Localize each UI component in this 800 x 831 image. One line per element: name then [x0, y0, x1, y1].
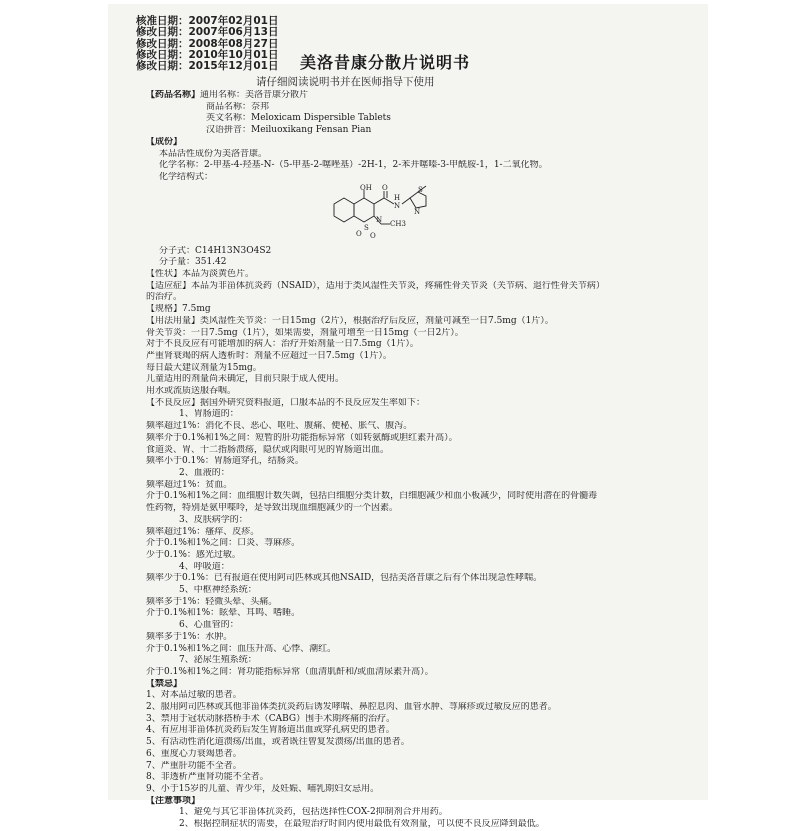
structure-label: 化学结构式：	[159, 171, 214, 182]
precaution-item: 1、避免与其它非甾体抗炎药，包括选择性COX-2抑制剂合并用药。	[179, 807, 448, 818]
adverse-group-title: 1、胃肠道的：	[179, 409, 239, 420]
chemical-structure	[146, 184, 691, 246]
revision-date: 修改日期：2008年08月27日	[136, 37, 279, 50]
adverse-group-title: 6、心血管的：	[179, 620, 239, 631]
molecular-weight: 分子量：351.42	[159, 257, 227, 268]
dosage-line: 儿童适用的剂量尚未确定，目前只限于成人使用。	[146, 374, 345, 385]
adverse-line: 介于0.1%和1%之间：口炎、荨麻疹。	[146, 538, 301, 549]
adverse-line: 频率超过1%：贫血。	[146, 479, 233, 490]
indications-line: 【适应症】本品为非甾体抗炎药（NSAID），适用于类风湿性关节炎，疼痛性骨关节炎（关节病、退行性骨关节病）	[146, 280, 605, 291]
adverse-group-title: 5、中枢神经系统：	[179, 585, 257, 596]
contraindication-item: 3、禁用于冠状动脉搭桥手术（CABG）围手术期疼痛的治疗。	[146, 713, 396, 724]
document-body	[146, 90, 691, 831]
revision-date: 修改日期：2007年06月13日	[136, 26, 279, 39]
section-heading: 【注意事项】	[146, 795, 201, 806]
adverse-line: 频率多于1%：水肿。	[146, 631, 233, 642]
section-heading: 【禁忌】	[146, 678, 183, 689]
drug-name-section	[146, 90, 691, 102]
document-title: 美洛昔康分散片说明书	[300, 53, 471, 72]
contraindication-item: 6、重度心力衰竭患者。	[146, 748, 242, 759]
adverse-line: 频率多于1%：轻微头晕、头痛。	[146, 596, 278, 607]
atom-label: O	[356, 229, 362, 238]
adverse-line: 介于0.1%和1%：眩晕、耳鸣、嗜睡。	[146, 608, 301, 619]
contraindication-item: 2、服用阿司匹林或其他非甾体类抗炎药后诱发哮喘、鼻腔息肉、血管水肿、荨麻疹或过敏反应的患者。	[146, 702, 557, 713]
indications-line: 的治疗。	[146, 292, 183, 303]
atom-label: O	[370, 231, 376, 240]
adverse-line: 频率超过1%：瘙痒、皮疹。	[146, 526, 260, 537]
trade-name: 商品名称：奈邦	[206, 101, 270, 112]
adverse-group-title: 2、血液的：	[179, 467, 230, 478]
contraindication-item: 1、对本品过敏的患者。	[146, 690, 242, 701]
contraindication-item: 9、小于15岁的儿童、青少年，及妊娠、哺乳期妇女忌用。	[146, 783, 380, 794]
adverse-line: 频率小于0.1%：胃肠道穿孔，结肠炎。	[146, 456, 304, 467]
chemical-name: 化学名称：2-甲基-4-羟基-N-（5-甲基-2-噻唑基）-2H-1，2-苯并噻嗪-3-甲酰胺-1，1-二氧化物。	[159, 160, 548, 171]
atom-label: S	[364, 223, 369, 232]
dosage-line: 骨关节炎：一日7.5mg（1片），如果需要，剂量可增至一日15mg（一日2片）。	[146, 327, 464, 338]
dosage-line: 每日最大建议剂量为15mg。	[146, 362, 262, 373]
section-heading: 【药品名称】	[146, 90, 201, 100]
atom-label: S	[418, 185, 423, 194]
english-name: 英文名称：Meloxicam Dispersible Tablets	[206, 113, 391, 124]
atom-label: N	[414, 207, 421, 216]
dosage-line: 严重肾衰竭的病人透析时：剂量不应超过一日7.5mg（1片）。	[146, 350, 392, 361]
atom-label: O	[382, 183, 388, 192]
adverse-group-title: 3、皮肤病学的：	[179, 514, 248, 525]
atom-label: N	[376, 215, 383, 224]
contraindication-item: 8、非透析严重肾功能不全者。	[146, 772, 269, 783]
approval-date: 核准日期：2007年02月01日	[136, 15, 279, 27]
pinyin-name: 汉语拼音：Meiluoxikang Fensan Pian	[206, 125, 372, 136]
molecular-formula: 分子式：C14H13N3O4S2	[159, 245, 272, 256]
appearance: 【性状】本品为淡黄色片。	[146, 269, 255, 280]
dosage-line: 用水或流质送服吞咽。	[146, 386, 237, 397]
precaution-item: 2、根据控制症状的需要，在最短治疗时间内使用最低有效剂量，可以使不良反应降到最低。	[179, 819, 545, 830]
atom-label: H	[394, 193, 401, 202]
revision-dates	[136, 16, 278, 72]
atom-label: OH	[360, 183, 372, 192]
section-heading: 【成份】	[146, 136, 183, 147]
adverse-line: 频率少于0.1%：已有报道在使用阿司匹林或其他NSAID，包括美洛昔康之后有个体出现急性哮喘。	[146, 573, 543, 584]
specification: 【规格】7.5mg	[146, 304, 211, 315]
adverse-line: 介于0.1%和1%之间：血压升高、心悸、潮红。	[146, 643, 337, 654]
adverse-group-title: 4、呼吸道：	[179, 561, 230, 572]
revision-date: 修改日期：2010年10月01日	[136, 48, 279, 61]
atom-label: CH3	[390, 219, 406, 228]
adverse-line: 频率介于0.1%和1%之间：短暂的肝功能指标异常（如转氨酶或胆红素升高）。	[146, 432, 458, 443]
dosage-line: 对于不良反应有可能增加的病人：治疗开始剂量一日7.5mg（1片）。	[146, 339, 419, 350]
contraindication-item: 5、有活动性消化道溃疡/出血，或者既往曾复发溃疡/出血的患者。	[146, 737, 410, 748]
adverse-line: 频率超过1%：消化不良、恶心、呕吐、腹痛、便秘、胀气、腹泻。	[146, 421, 413, 432]
adverse-line: 食道炎、胃、十二指肠溃疡，隐伏或肉眼可见的胃肠道出血。	[146, 444, 390, 455]
adverse-group-title: 7、泌尿生殖系统：	[179, 655, 257, 666]
adverse-heading: 【不良反应】据国外研究资料报道，口服本品的不良反应发生率如下：	[146, 397, 426, 408]
dosage-line: 【用法用量】类风湿性关节炎：一日15mg（2片），根据治疗后反应，剂量可减至一日7.5mg（1片）。	[146, 315, 554, 326]
contraindication-item: 7、严重肝功能不全者。	[146, 760, 242, 771]
active-ingredient: 本品活性成份为美洛昔康。	[159, 148, 268, 159]
meloxicam-structure-diagram	[326, 184, 446, 246]
revision-date: 修改日期：2015年12月01日	[136, 60, 279, 73]
generic-name: 通用名称：美洛昔康分散片	[200, 90, 309, 100]
adverse-line: 少于0.1%：感光过敏。	[146, 549, 241, 560]
atom-label: N	[394, 201, 401, 210]
document-subtitle: 请仔细阅读说明书并在医师指导下使用	[256, 76, 435, 88]
adverse-line: 介于0.1%和1%之间：肾功能指标异常（血清肌酐和/或血清尿素升高）。	[146, 666, 434, 677]
contraindication-item: 4、有应用非甾体抗炎药后发生胃肠道出血或穿孔病史的患者。	[146, 725, 395, 736]
adverse-line: 性药物，特别是氨甲喋呤，是导致出现血细胞减少的一个因素。	[146, 503, 399, 514]
adverse-line: 介于0.1%和1%之间：血细胞计数失调，包括白细胞分类计数，白细胞减少和血小板减少，同时使用潜在的骨髓毒	[146, 491, 598, 502]
